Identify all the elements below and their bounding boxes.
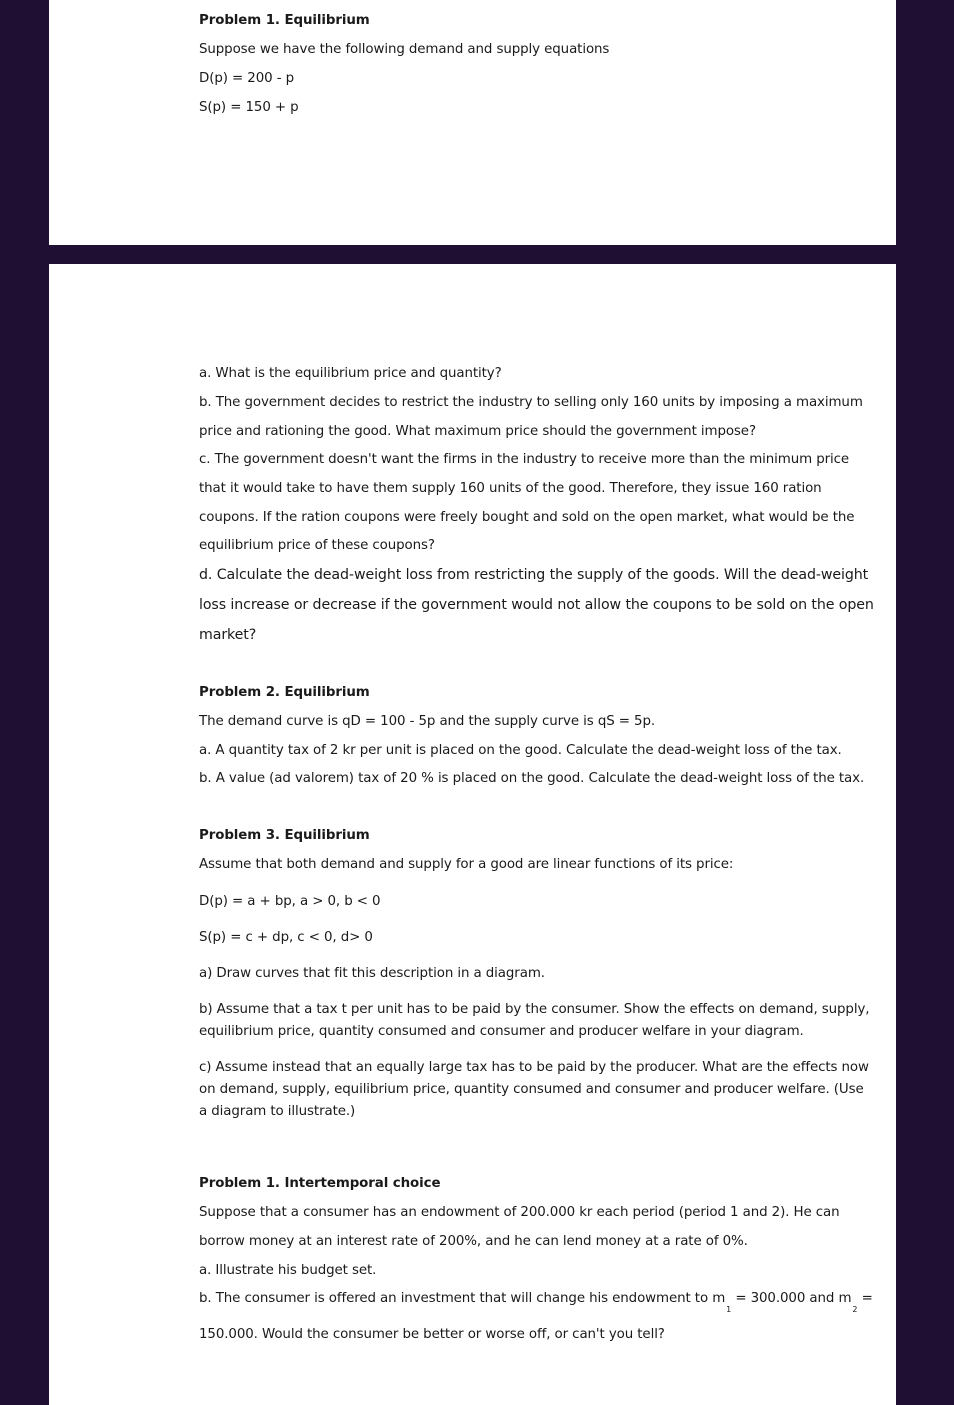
problem-3-question-c-line-1: c) Assume instead that an equally large tax has to be paid by the producer. What are the effects now — [199, 1060, 869, 1075]
problem-2-question-b: b. A value (ad valorem) tax of 20 % is placed on the good. Calculate the dead-weight loss of the tax. — [199, 771, 865, 786]
problem-1-title: Problem 1. Equilibrium — [199, 13, 370, 28]
problem-3-question-a: a) Draw curves that fit this description in a diagram. — [199, 966, 545, 981]
problem-1-question-c-line-1: c. The government doesn't want the firms in the industry to receive more than the minimum price — [199, 452, 850, 467]
problem-3-question-c-line-2: on demand, supply, equilibrium price, quantity consumed and consumer and producer welfare. (Use — [199, 1082, 864, 1097]
problem-1-question-c-line-4: equilibrium price of these coupons? — [199, 538, 435, 553]
supply-equation: S(p) = 150 + p — [199, 100, 299, 115]
problem-1-intro: Suppose we have the following demand and supply equations — [199, 42, 610, 57]
question-b-text-part-2: = 300.000 and m — [731, 1291, 852, 1306]
intertemporal-intro-line-2: borrow money at an interest rate of 200%, and he can lend money at a rate of 0%. — [199, 1234, 748, 1249]
problem-2-title: Problem 2. Equilibrium — [199, 685, 370, 700]
intertemporal-question-b-line-2: 150.000. Would the consumer be better or worse off, or can't you tell? — [199, 1327, 665, 1342]
problem-3-title: Problem 3. Equilibrium — [199, 828, 370, 843]
problem-3-question-c-line-3: a diagram to illustrate.) — [199, 1104, 356, 1119]
problem-1-question-b-line-2: price and rationing the good. What maximum price should the government impose? — [199, 424, 756, 439]
problem-1-question-d-line-2: loss increase or decrease if the government would not allow the coupons to be sold on the open — [199, 597, 874, 613]
problem-3-supply: S(p) = c + dp, c < 0, d> 0 — [199, 930, 373, 945]
document-page-1 — [49, 0, 896, 245]
problem-3-question-b-line-1: b) Assume that a tax t per unit has to be paid by the consumer. Show the effects on demand, supply, — [199, 1002, 870, 1017]
demand-equation: D(p) = 200 - p — [199, 71, 294, 86]
intertemporal-question-a: a. Illustrate his budget set. — [199, 1263, 377, 1278]
intertemporal-question-b-line-1 — [199, 1290, 873, 1314]
problem-3-intro: Assume that both demand and supply for a good are linear functions of its price: — [199, 857, 734, 872]
problem-2-question-a: a. A quantity tax of 2 kr per unit is placed on the good. Calculate the dead-weight loss of the tax. — [199, 743, 842, 758]
problem-1-question-c-line-2: that it would take to have them supply 160 units of the good. Therefore, they issue 160 ration — [199, 481, 822, 496]
intertemporal-intro-line-1: Suppose that a consumer has an endowment of 200.000 kr each period (period 1 and 2). He can — [199, 1205, 840, 1220]
problem-1-question-a: a. What is the equilibrium price and quantity? — [199, 366, 502, 381]
subscript-2: 2 — [852, 1305, 858, 1314]
problem-1-question-c-line-3: coupons. If the ration coupons were freely bought and sold on the open market, what would be the — [199, 510, 855, 525]
document-page-2 — [49, 264, 896, 1405]
question-b-text-part-3: = — [857, 1291, 873, 1306]
question-b-text-part-1: b. The consumer is offered an investment that will change his endowment to m — [199, 1291, 726, 1306]
problem-3-demand: D(p) = a + bp, a > 0, b < 0 — [199, 894, 381, 909]
problem-1-question-b-line-1: b. The government decides to restrict the industry to selling only 160 units by imposing a maximum — [199, 395, 863, 410]
problem-1-question-d-line-1: d. Calculate the dead-weight loss from restricting the supply of the goods. Will the dead-weight — [199, 567, 869, 583]
intertemporal-title: Problem 1. Intertemporal choice — [199, 1176, 441, 1191]
problem-1-question-d-line-3: market? — [199, 627, 257, 643]
subscript-1: 1 — [726, 1305, 732, 1314]
problem-2-intro: The demand curve is qD = 100 - 5p and the supply curve is qS = 5p. — [199, 714, 656, 729]
problem-3-question-b-line-2: equilibrium price, quantity consumed and consumer and producer welfare in your diagram. — [199, 1024, 804, 1039]
